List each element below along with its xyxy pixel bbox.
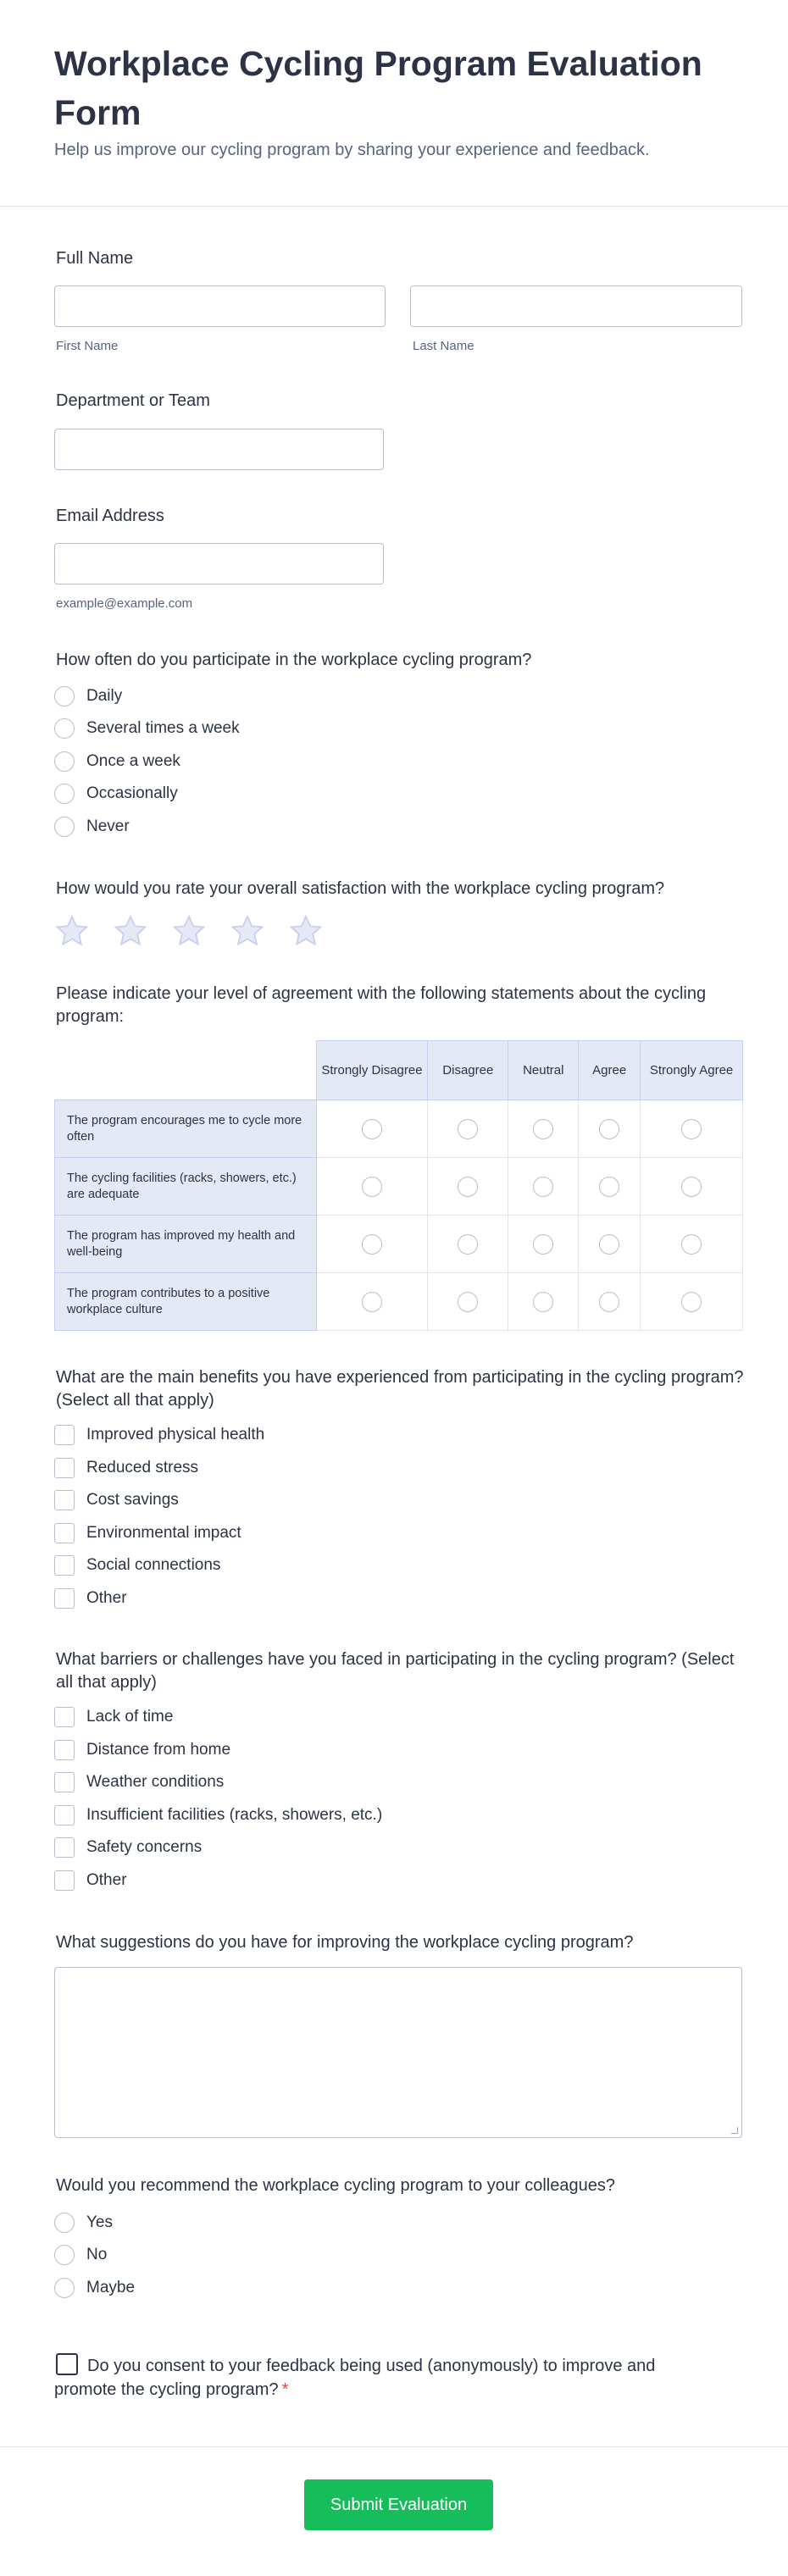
matrix-row	[55, 1158, 743, 1216]
radio-button[interactable]	[54, 2278, 75, 2298]
matrix-radio[interactable]	[681, 1234, 702, 1255]
checkbox[interactable]	[54, 1772, 75, 1792]
full-name-label: Full Name	[56, 249, 134, 268]
barriers-option[interactable]: Weather conditions	[54, 1770, 224, 1794]
matrix-column-header: Strongly Agree	[641, 1041, 743, 1100]
barriers-option[interactable]: Other	[54, 1869, 127, 1892]
frequency-option[interactable]: Daily	[54, 684, 122, 708]
last-name-sublabel: Last Name	[413, 339, 474, 353]
matrix-radio[interactable]	[458, 1292, 478, 1312]
checkbox[interactable]	[54, 1740, 75, 1760]
radio-button[interactable]	[54, 2245, 75, 2265]
matrix-row-label: The program has improved my health and well-being	[55, 1216, 317, 1273]
barriers-question: What barriers or challenges have you faced in participating in the cycling program? (Select all that apply)	[56, 1650, 735, 1692]
matrix-radio[interactable]	[362, 1292, 382, 1312]
required-asterisk: *	[281, 2380, 289, 2399]
resize-handle-icon[interactable]	[731, 2127, 738, 2134]
radio-button[interactable]	[54, 686, 75, 706]
recommend-question: Would you recommend the workplace cycling program to your colleagues?	[56, 2176, 615, 2195]
recommend-option[interactable]: No	[54, 2243, 107, 2267]
email-input[interactable]	[54, 543, 384, 584]
matrix-radio[interactable]	[458, 1177, 478, 1197]
page-title: Workplace Cycling Program Evaluation Form	[54, 44, 702, 132]
benefits-option[interactable]: Environmental impact	[54, 1521, 241, 1545]
satisfaction-question: How would you rate your overall satisfaction with the workplace cycling program?	[56, 879, 665, 898]
barriers-option[interactable]: Insufficient facilities (racks, showers, etc.)	[54, 1803, 382, 1827]
matrix-radio[interactable]	[599, 1234, 619, 1255]
email-label: Email Address	[56, 507, 164, 525]
checkbox[interactable]	[54, 1870, 75, 1891]
suggestions-textarea[interactable]	[54, 1967, 742, 2138]
benefits-option[interactable]: Other	[54, 1587, 127, 1610]
benefits-option[interactable]: Cost savings	[54, 1488, 179, 1512]
radio-button[interactable]	[54, 718, 75, 739]
matrix-radio[interactable]	[599, 1177, 619, 1197]
form-header	[0, 0, 788, 207]
checkbox[interactable]	[54, 1523, 75, 1543]
matrix-radio[interactable]	[362, 1177, 382, 1197]
matrix-radio[interactable]	[681, 1177, 702, 1197]
matrix-radio[interactable]	[458, 1234, 478, 1255]
star-icon[interactable]	[288, 913, 324, 949]
matrix-row-label: The program contributes to a positive workplace culture	[55, 1273, 317, 1331]
department-label: Department or Team	[56, 391, 210, 410]
star-icon[interactable]	[230, 913, 265, 949]
suggestions-question: What suggestions do you have for improving the workplace cycling program?	[56, 1933, 634, 1952]
last-name-input[interactable]	[410, 285, 742, 327]
agreement-question: Please indicate your level of agreement with the following statements about the cycling program:	[56, 984, 707, 1026]
benefits-question: What are the main benefits you have experienced from participating in the cycling program? (Select all that apply)	[56, 1368, 744, 1410]
radio-button[interactable]	[54, 2213, 75, 2233]
radio-button[interactable]	[54, 817, 75, 837]
recommend-option[interactable]: Maybe	[54, 2276, 135, 2300]
checkbox[interactable]	[54, 1707, 75, 1727]
matrix-column-header: Neutral	[508, 1041, 579, 1100]
email-sublabel: example@example.com	[56, 596, 193, 611]
matrix-row-label: The cycling facilities (racks, showers, etc.) are adequate	[55, 1158, 317, 1216]
radio-button[interactable]	[54, 784, 75, 804]
matrix-row-label: The program encourages me to cycle more often	[55, 1100, 317, 1158]
page-subtitle: Help us improve our cycling program by sharing your experience and feedback.	[54, 141, 650, 159]
department-input[interactable]	[54, 429, 384, 470]
matrix-row	[55, 1273, 743, 1331]
consent-label: Do you consent to your feedback being used (anonymously) to improve and promote the cycling program? *	[54, 2357, 656, 2399]
frequency-option[interactable]: Occasionally	[54, 782, 178, 806]
benefits-option[interactable]: Social connections	[54, 1554, 220, 1577]
checkbox[interactable]	[54, 1837, 75, 1858]
barriers-option[interactable]: Lack of time	[54, 1705, 173, 1729]
first-name-sublabel: First Name	[56, 339, 119, 353]
matrix-radio[interactable]	[599, 1292, 619, 1312]
first-name-input[interactable]	[54, 285, 386, 327]
matrix-column-header: Disagree	[428, 1041, 508, 1100]
matrix-radio[interactable]	[681, 1292, 702, 1312]
checkbox[interactable]	[54, 1425, 75, 1445]
benefits-option[interactable]: Improved physical health	[54, 1423, 264, 1447]
checkbox[interactable]	[54, 1805, 75, 1825]
barriers-option[interactable]: Safety concerns	[54, 1836, 202, 1859]
matrix-radio[interactable]	[533, 1119, 553, 1139]
checkbox[interactable]	[54, 1588, 75, 1609]
frequency-option[interactable]: Several times a week	[54, 717, 240, 740]
checkbox[interactable]	[54, 1490, 75, 1510]
star-icon[interactable]	[171, 913, 207, 949]
benefits-option[interactable]: Reduced stress	[54, 1456, 198, 1480]
matrix-radio[interactable]	[599, 1119, 619, 1139]
matrix-radio[interactable]	[533, 1234, 553, 1255]
barriers-option[interactable]: Distance from home	[54, 1738, 230, 1762]
matrix-row	[55, 1216, 743, 1273]
radio-button[interactable]	[54, 751, 75, 772]
matrix-radio[interactable]	[681, 1119, 702, 1139]
matrix-radio[interactable]	[458, 1119, 478, 1139]
frequency-option[interactable]: Never	[54, 815, 130, 839]
submit-button[interactable]: Submit Evaluation	[304, 2479, 493, 2530]
matrix-radio[interactable]	[362, 1234, 382, 1255]
frequency-option[interactable]: Once a week	[54, 750, 180, 773]
star-icon[interactable]	[54, 913, 90, 949]
star-rating[interactable]	[54, 913, 347, 949]
matrix-row	[55, 1100, 743, 1158]
matrix-column-header: Strongly Disagree	[316, 1041, 428, 1100]
agreement-matrix	[54, 1040, 743, 1331]
star-icon[interactable]	[113, 913, 148, 949]
frequency-question: How often do you participate in the workplace cycling program?	[56, 651, 532, 669]
recommend-option[interactable]: Yes	[54, 2211, 113, 2235]
checkbox[interactable]	[54, 1458, 75, 1478]
matrix-column-header: Agree	[579, 1041, 641, 1100]
matrix-radio[interactable]	[362, 1119, 382, 1139]
matrix-radio[interactable]	[533, 1292, 553, 1312]
checkbox[interactable]	[54, 1555, 75, 1576]
matrix-radio[interactable]	[533, 1177, 553, 1197]
